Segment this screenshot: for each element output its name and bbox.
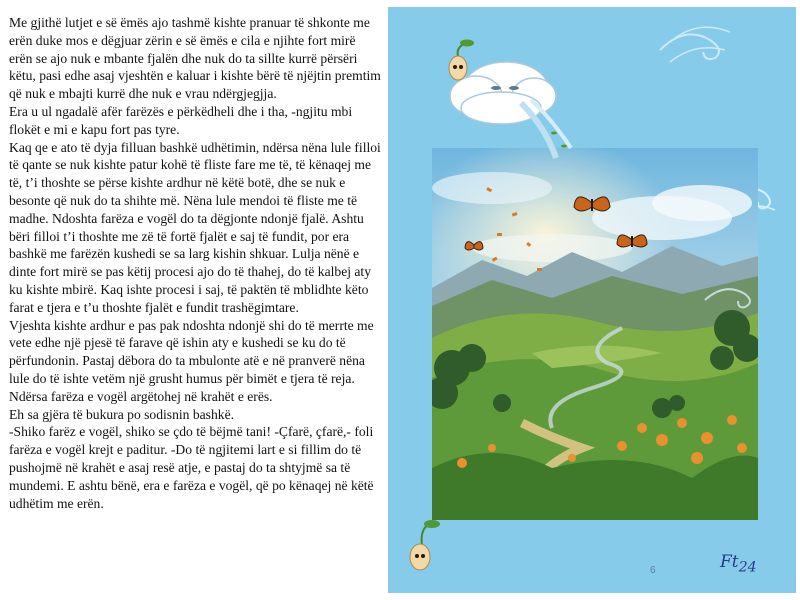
story-text-column — [9, 14, 381, 512]
butterfly-icon — [617, 235, 647, 247]
seed-sprout-icon — [402, 515, 442, 575]
paragraph: Kaq qe e ato të dyja filluan bashkë udhëtimin, ndërsa nëna lule filloi të qante se nuk kishte patur kohë të fliste fare me të, të kënaqej me të, t’i thoshte se përse kishte ardhur në këtë botë, dhe se nuk e besonte që nuk do ta shihte më. Nëna lule mendoi të fliste me të madhe. Ndoshta farëza e vogël do ta dëgjonte ndonjë fjalë. Ashtu bëri filloi t’i thoshte me zë të fortë fjalët e saj të fundit, por era bashkë me farëzën kushedi se sa larg kishin shkuar. Lulja nënë e dinte fort mirë se pas këtij procesi ajo do të thahej, do të kalbej aty ku kishte mbirë. Kaq ishte procesi i saj, të paktën të mblidhte këto farat e tjera e t’u thoshte fjalët e fundit trashëgimtare. — [9, 139, 381, 315]
artist-signature: $Ft_{24}$ — [720, 552, 757, 576]
paragraph: Era u ul ngadalë afër farëzës e përkëdheli dhe i tha, -ngjitu mbi flokët e mi e kapu fort pas tyre. — [9, 103, 353, 137]
wind-swirl-icon — [700, 280, 760, 320]
paragraph: Vjeshta kishte ardhur e pas pak ndoshta ndonjë shi do të merrte me vete edhe një pjesë të farave që ishin aty e kushedi se ku do të përfundonin. Pastaj dëbora do ta mbulonte atë e në pranverë nëna lule do të ishte vetëm një grusht humus për bimët e tjera të reja. Ndërsa farëza e vogël argëtohej në krahët e erës. — [9, 317, 374, 404]
wind-cloud-icon — [436, 38, 586, 168]
paragraph: -Shiko farëz e vogël, shiko se çdo të bëjmë tani! -Çfarë, çfarë,- foli farëza e vogël krejt e paditur. -Do të ngjitemi lart e si fillim do të pushojmë në krahët e asaj resë atje, e pastaj do ta shtyjmë sa të mundemi. E ashtu bënë, era e farëza e vogël, që po kënaqej në këtë udhëtim me erën. — [9, 424, 374, 511]
landscape-illustration — [432, 148, 758, 520]
paragraph: Eh sa gjëra të bukura po sodisnin bashkë. — [9, 406, 235, 422]
wind-swirl-icon — [655, 20, 735, 70]
page-number: 6 — [650, 565, 656, 576]
paragraph: Me gjithë lutjet e së ëmës ajo tashmë kishte pranuar të shkonte me erën duke mos e dëgjuar zërin e së ëmës e cila e njihte fort mirë erën se ajo nuk e mbante fjalën dhe nuk do ta sillte kurrë përsëri këtu, pasi edhe asaj vjeshtën e kaluar i kishte bërë të njëjtin premtim që nuk e mbajti kurrë dhe nuk e vrau ndërgjegjja. — [9, 15, 381, 102]
